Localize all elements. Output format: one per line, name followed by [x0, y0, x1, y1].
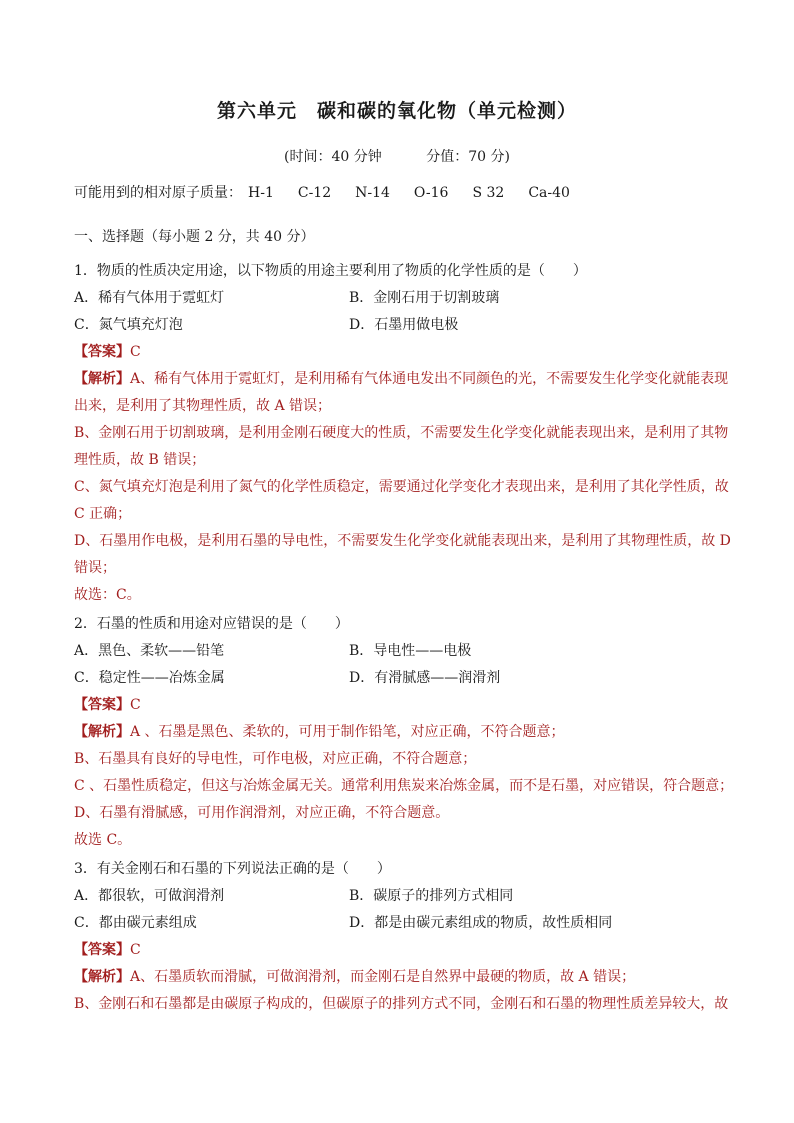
exam-info [0, 146, 794, 166]
q3-stem: 3．有关金刚石和石墨的下列说法正确的是（ ） [74, 861, 391, 877]
mass-item: S 32 [472, 185, 505, 201]
q3-analysis [74, 967, 635, 987]
answer-tag: 【答案】 [74, 942, 130, 958]
mass-item: N-14 [355, 185, 390, 201]
q3-answer [74, 940, 141, 960]
atomic-masses-label: 可能用到的相对原子质量： [74, 185, 242, 201]
answer-tag: 【答案】 [74, 697, 130, 713]
q2-analysis-line: C 、石墨性质稳定，但这与冶炼金属无关。通常利用焦炭来冶炼金属，而不是石墨，对应错误，符合题意； [74, 778, 734, 794]
q1-conclusion: 故选：C。 [74, 587, 141, 603]
q2-analysis [74, 722, 565, 742]
section-heading: 一、选择题（每小题 2 分，共 40 分） [74, 229, 315, 245]
q1-analysis-line: 理性质，故 B 错误； [74, 452, 206, 468]
q3-option-a: A．都很软，可做润滑剂 [74, 888, 225, 904]
q3-option-d: D．都是由碳元素组成的物质，故性质相同 [349, 915, 613, 931]
q3-option-c: C．都由碳元素组成 [74, 915, 197, 931]
analysis-tag: 【解析】 [74, 371, 130, 387]
q1-analysis-line: C、氮气填充灯泡是利用了氮气的化学性质稳定，需要通过化学变化才表现出来，是利用了其化学性质，故 [74, 479, 729, 495]
q3-answer-value: C [130, 942, 141, 958]
q1-option-c: C．氮气填充灯泡 [74, 317, 183, 333]
atomic-masses [74, 183, 594, 203]
q1-stem: 1．物质的性质决定用途，以下物质的用途主要利用了物质的化学性质的是（ ） [74, 263, 587, 279]
q2-analysis-text: A 、石墨是黑色、柔软的，可用于制作铅笔，对应正确，不符合题意； [130, 724, 565, 740]
q1-analysis-line: 错误； [74, 560, 116, 576]
q2-analysis-line: B、石墨具有良好的导电性，可作电极，对应正确，不符合题意； [74, 751, 477, 767]
answer-tag: 【答案】 [74, 344, 130, 360]
q1-analysis-line: B、金刚石用于切割玻璃，是利用金刚石硬度大的性质，不需要发生化学变化就能表现出来，是利用了其物 [74, 425, 729, 441]
q3-analysis-text: A、石墨质软而滑腻，可做润滑剂，而金刚石是自然界中最硬的物质，故 A 错误； [130, 969, 636, 985]
q2-answer-value: C [130, 697, 141, 713]
q3-analysis-line: B、金刚石和石墨都是由碳原子构成的，但碳原子的排列方式不同，金刚石和石墨的物理性质差异较大，故 [74, 996, 729, 1012]
q1-analysis-line: C 正确； [74, 506, 132, 522]
mass-item: C-12 [297, 185, 332, 201]
q2-analysis-line: D、石墨有滑腻感，可用作润滑剂，对应正确，不符合题意。 [74, 805, 450, 821]
page-title: 第六单元 碳和碳的氧化物（单元检测） [216, 100, 577, 122]
q2-stem: 2．石墨的性质和用途对应错误的是（ ） [74, 616, 349, 632]
exam-time: (时间：40 分钟 [284, 149, 382, 165]
q1-option-b: B．金刚石用于切割玻璃 [349, 290, 500, 306]
mass-item: O-16 [413, 185, 449, 201]
q1-analysis-line: 出来，是利用了其物理性质，故 A 错误； [74, 398, 332, 414]
q3-option-b: B．碳原子的排列方式相同 [349, 888, 514, 904]
mass-item: Ca-40 [528, 185, 570, 201]
q2-option-d: D．有滑腻感——润滑剂 [349, 670, 501, 686]
q2-answer [74, 695, 141, 715]
q2-option-c: C．稳定性——冶炼金属 [74, 670, 225, 686]
q1-analysis [74, 369, 728, 389]
q1-option-d: D．石墨用做电极 [349, 317, 459, 333]
q1-analysis-text: A、稀有气体用于霓虹灯，是利用稀有气体通电发出不同颜色的光，不需要发生化学变化就能表现 [130, 371, 729, 387]
mass-item: H-1 [248, 185, 274, 201]
exam-score: 分值：70 分) [426, 149, 510, 165]
q1-option-a: A．稀有气体用于霓虹灯 [74, 290, 225, 306]
q1-answer-value: C [130, 344, 141, 360]
q2-option-b: B．导电性——电极 [349, 643, 472, 659]
q1-answer [74, 342, 141, 362]
q1-analysis-line: D、石墨用作电极，是利用石墨的导电性，不需要发生化学变化就能表现出来，是利用了其物理性质，故 D [74, 533, 731, 549]
q2-conclusion: 故选 C。 [74, 832, 132, 848]
q2-option-a: A．黑色、柔软——铅笔 [74, 643, 225, 659]
analysis-tag: 【解析】 [74, 724, 130, 740]
analysis-tag: 【解析】 [74, 969, 130, 985]
